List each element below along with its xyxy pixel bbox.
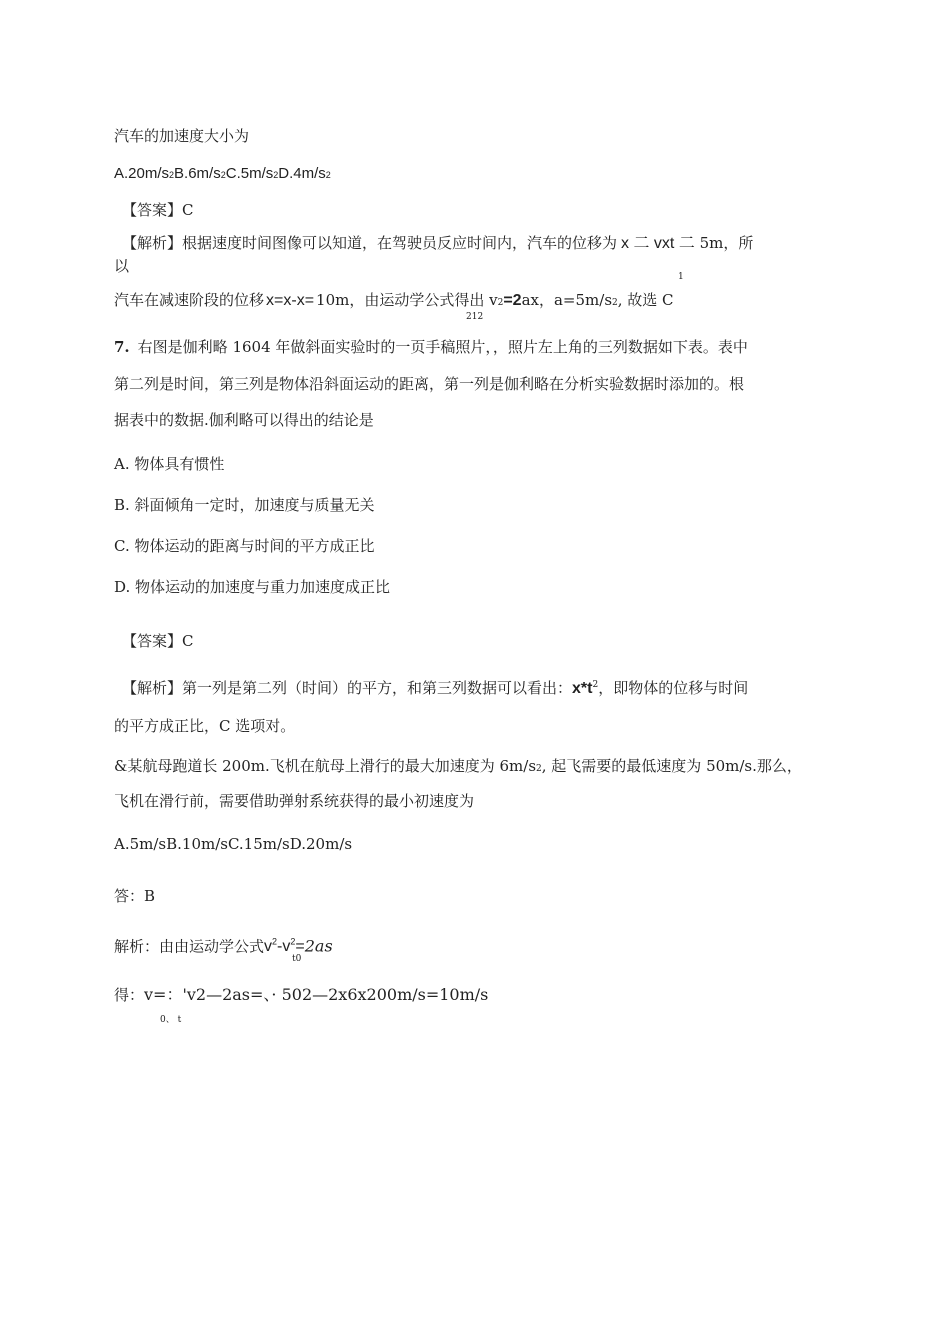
q6-answer: 【答案】C — [122, 201, 194, 219]
formula-subscript: 212 — [466, 312, 484, 322]
q6-analysis-line-1 — [122, 233, 753, 254]
question-number: 7. — [114, 338, 130, 356]
displacement-formula: x 二 vxt 二 — [621, 235, 695, 252]
analysis-text-tail: ，即物体的位移与时间 — [598, 679, 749, 697]
analysis-text: 根据速度时间图像可以知道，在驾驶员反应时间内，汽车的位移为 — [182, 234, 618, 252]
unit-exponent: 2 — [325, 170, 331, 180]
q7-analysis-line-2: 的平方成正比，C 选项对。 — [114, 717, 296, 735]
question-text: &某航母跑道长 200m.飞机在航母上滑行的最大加速度为 6m/s — [114, 757, 537, 775]
analysis-text: 【解析】第一列是第二列（时间）的平方，和第三列数据可以看出： — [122, 679, 573, 697]
formula-exponent: 2 — [592, 680, 599, 690]
q8-options: A.5m/sB.10m/sC.15m/sD.20m/s — [114, 835, 353, 853]
formula-part: -v — [277, 938, 291, 956]
displacement-formula: x=x-x= — [266, 292, 315, 309]
unit-exponent: 2 — [220, 170, 226, 180]
q7-option-a: A. 物体具有惯性 — [114, 455, 225, 473]
formula-part: v — [264, 938, 273, 956]
unit-exponent: 2 — [169, 170, 175, 180]
q7-stem-line-3: 据表中的数据.伽利略可以得出的结论是 — [114, 411, 374, 429]
analysis-text: , 故选 C — [617, 291, 674, 309]
q6-option-c: C.5m/s — [225, 165, 274, 182]
formula-exponent: 2 — [290, 937, 296, 947]
formula-part: =2 — [503, 292, 522, 309]
q7-option-d: D. 物体运动的加速度与重力加速度成正比 — [114, 578, 391, 596]
q6-analysis-wrap: 以 — [114, 257, 130, 275]
kinematics-formula — [264, 938, 305, 955]
q8-answer: 答：B — [114, 887, 156, 905]
q8-stem-line-2: 飞机在滑行前，需要借助弹射系统获得的最小初速度为 — [114, 792, 475, 810]
q7-option-c: C. 物体运动的距离与时间的平方成正比 — [114, 537, 375, 555]
formula-exponent: 2 — [272, 937, 278, 947]
q6-stem-tail: 汽车的加速度大小为 — [114, 127, 250, 145]
q6-analysis-line-2 — [114, 290, 674, 313]
unit-exponent: 2 — [273, 170, 279, 180]
question-text-tail: , 起飞需要的最低速度为 50m/s.那么， — [541, 757, 802, 775]
unit-exponent: 2 — [612, 298, 618, 308]
analysis-text: ax，a=5m/s — [521, 291, 613, 309]
result-formula: v=：'v2—2as=、· 502—2x6x200m/s=10m/s — [144, 985, 489, 1004]
q7-analysis-line-1 — [122, 675, 748, 699]
analysis-text: 10m，由运动学公式得出 v — [316, 291, 498, 309]
proportion-formula: x*t — [572, 680, 593, 697]
q6-option-a: A.20m/s — [114, 165, 170, 182]
formula-subscript: 1 — [678, 272, 684, 282]
analysis-label: 解析：由由运动学公式 — [114, 937, 265, 956]
q7-answer: 【答案】C — [122, 632, 194, 650]
analysis-text: 汽车在减速阶段的位移 — [114, 291, 265, 309]
analysis-text-tail: 5m，所 — [699, 234, 754, 252]
formula-subscript: t0 — [292, 954, 302, 964]
question-text: 右图是伽利略 1604 年做斜面实验时的一页手稿照片，，照片左上角的三列数据如下表。表中 — [137, 338, 748, 356]
q8-stem-line-1 — [114, 756, 802, 779]
result-label: 得： — [114, 986, 145, 1004]
formula-subscript: 0、 t — [160, 1015, 182, 1025]
q7-option-b: B. 斜面倾角一定时，加速度与质量无关 — [114, 496, 375, 514]
formula-subscript: 2 — [497, 298, 504, 308]
formula-part: 2as — [304, 936, 333, 956]
q7-stem-line-2: 第二列是时间，第三列是物体沿斜面运动的距离，第一列是伽利略在分析实验数据时添加的。根 — [114, 375, 745, 393]
q6-option-b: B.6m/s — [174, 165, 221, 182]
q6-option-d: D.4m/s — [278, 165, 326, 182]
q8-result — [114, 985, 488, 1005]
q6-options — [114, 164, 331, 185]
analysis-label: 【解析】 — [122, 234, 183, 252]
formula-part: = — [295, 938, 305, 956]
q7-stem-line-1 — [114, 337, 748, 357]
unit-exponent: 2 — [536, 764, 542, 774]
